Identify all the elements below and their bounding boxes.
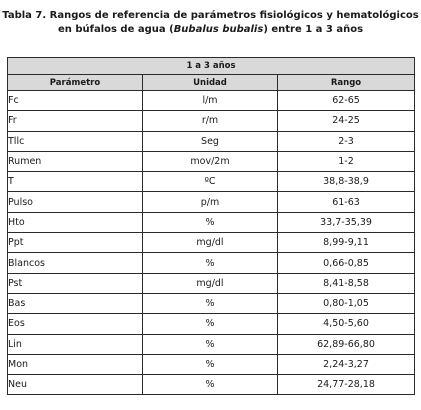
table-caption <box>0 9 421 37</box>
reference-ranges-table <box>7 57 415 395</box>
caption-species-name: Bubalus bubalis <box>173 24 264 35</box>
parameter-cell: Bas <box>8 293 143 313</box>
parameter-cell: T <box>8 172 143 192</box>
unit-cell: % <box>143 293 278 313</box>
range-cell: 62,89-66,80 <box>278 334 415 354</box>
table-row <box>8 192 415 212</box>
table-row <box>8 212 415 232</box>
column-header-unit: Unidad <box>143 75 278 91</box>
caption-line-1: Tabla 7. Rangos de referencia de parámetros fisiológicos y hematológicos <box>2 10 419 21</box>
table-row <box>8 375 415 395</box>
unit-cell: r/m <box>143 111 278 131</box>
table-row <box>8 253 415 273</box>
range-cell: 8,41-8,58 <box>278 273 415 293</box>
range-cell: 62-65 <box>278 91 415 111</box>
parameter-cell: Tllc <box>8 131 143 151</box>
range-cell: 4,50-5,60 <box>278 314 415 334</box>
unit-cell: % <box>143 375 278 395</box>
table-row <box>8 354 415 374</box>
unit-cell: mov/2m <box>143 151 278 171</box>
parameter-cell: Blancos <box>8 253 143 273</box>
range-cell: 33,7-35,39 <box>278 212 415 232</box>
table-row <box>8 314 415 334</box>
unit-cell: mg/dl <box>143 233 278 253</box>
range-cell: 2,24-3,27 <box>278 354 415 374</box>
unit-cell: % <box>143 212 278 232</box>
unit-cell: ºC <box>143 172 278 192</box>
table-row <box>8 91 415 111</box>
range-cell: 24-25 <box>278 111 415 131</box>
table-row <box>8 172 415 192</box>
parameter-cell: Neu <box>8 375 143 395</box>
age-group-header: 1 a 3 años <box>8 58 415 75</box>
parameter-cell: Pulso <box>8 192 143 212</box>
range-cell: 24,77-28,18 <box>278 375 415 395</box>
range-cell: 8,99-9,11 <box>278 233 415 253</box>
parameter-cell: Rumen <box>8 151 143 171</box>
unit-cell: % <box>143 314 278 334</box>
range-cell: 0,66-0,85 <box>278 253 415 273</box>
unit-cell: % <box>143 253 278 273</box>
column-header-parameter: Parámetro <box>8 75 143 91</box>
age-group-header-row <box>8 58 415 75</box>
parameter-cell: Pst <box>8 273 143 293</box>
unit-cell: % <box>143 354 278 374</box>
range-cell: 0,80-1,05 <box>278 293 415 313</box>
unit-cell: mg/dl <box>143 273 278 293</box>
table-row <box>8 334 415 354</box>
range-cell: 38,8-38,9 <box>278 172 415 192</box>
table-row <box>8 131 415 151</box>
table-row <box>8 151 415 171</box>
caption-line-2-start: en búfalos de agua ( <box>57 24 174 35</box>
parameter-cell: Lin <box>8 334 143 354</box>
column-header-range: Rango <box>278 75 415 91</box>
table-row <box>8 273 415 293</box>
unit-cell: Seg <box>143 131 278 151</box>
parameter-cell: Ppt <box>8 233 143 253</box>
range-cell: 1-2 <box>278 151 415 171</box>
parameter-cell: Hto <box>8 212 143 232</box>
parameter-cell: Fr <box>8 111 143 131</box>
range-cell: 2-3 <box>278 131 415 151</box>
unit-cell: % <box>143 334 278 354</box>
table-row <box>8 233 415 253</box>
caption-line-2-end: ) entre 1 a 3 años <box>263 24 364 35</box>
caption-line-2 <box>0 23 421 37</box>
parameter-cell: Eos <box>8 314 143 334</box>
unit-cell: p/m <box>143 192 278 212</box>
parameter-cell: Fc <box>8 91 143 111</box>
table-body <box>8 91 415 395</box>
column-header-row <box>8 75 415 91</box>
parameter-cell: Mon <box>8 354 143 374</box>
table-row <box>8 111 415 131</box>
table-row <box>8 293 415 313</box>
unit-cell: l/m <box>143 91 278 111</box>
range-cell: 61-63 <box>278 192 415 212</box>
